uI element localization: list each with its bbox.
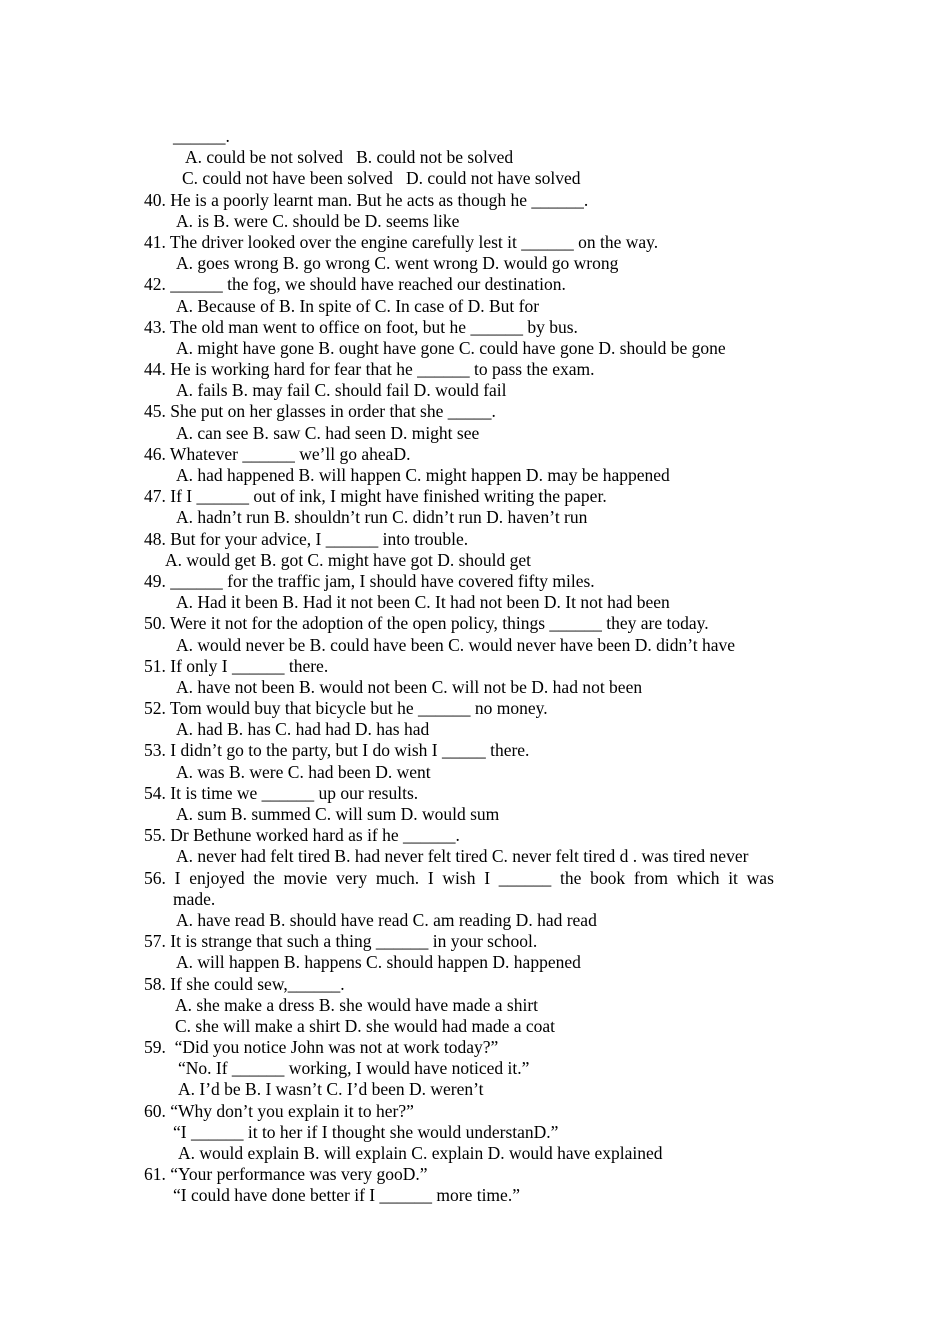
q54-options: A. sum B. summed C. will sum D. would sum <box>176 804 500 824</box>
question-51: 51. If only I ______ there. <box>144 655 329 676</box>
question-43: 43. The old man went to office on foot, but he ______ by bus. <box>144 316 578 337</box>
q56-options: A. have read B. should have read C. am reading D. had read <box>176 909 597 930</box>
question-61: 61. “Your performance was very gooD.” <box>144 1164 428 1185</box>
q60-reply: “I ______ it to her if I thought she would understanD.” <box>173 1121 559 1142</box>
q39-blank-continuation: ______. <box>173 126 230 146</box>
question-40: 40. He is a poorly learnt man. But he acts as though he ______. <box>144 189 589 210</box>
q40-options: A. is B. were C. should be D. seems like <box>176 210 460 231</box>
question-52: 52. Tom would buy that bicycle but he ______ no money. <box>144 698 548 719</box>
question-59: 59. “Did you notice John was not at work today?” <box>144 1037 499 1058</box>
question-46: 46. Whatever ______ we’ll go aheaD. <box>144 443 411 464</box>
question-60: 60. “Why don’t you explain it to her?” <box>144 1100 414 1121</box>
q45-options: A. can see B. saw C. had seen D. might see <box>176 422 480 443</box>
question-55: 55. Dr Bethune worked hard as if he ______. <box>144 825 460 846</box>
q58-options-ab: A. she make a dress B. she would have made a shirt <box>175 994 539 1015</box>
question-41: 41. The driver looked over the engine carefully lest it ______ on the way. <box>144 231 659 252</box>
question-47: 47. If I ______ out of ink, I might have finished writing the paper. <box>144 486 607 507</box>
q44-options: A. fails B. may fail C. should fail D. would fail <box>176 380 507 401</box>
q52-options: A. had B. has C. had had D. has had <box>176 719 430 740</box>
q59-options: A. I’d be B. I wasn’t C. I’d been D. weren’t <box>178 1079 484 1100</box>
question-48: 48. But for your advice, I ______ into trouble. <box>144 528 469 549</box>
q39-options-cd: C. could not have been solved D. could not have solved <box>182 168 581 189</box>
q49-options: A. Had it been B. Had it not been C. It had not been D. It not had been <box>176 592 670 613</box>
question-50: 50. Were it not for the adoption of the open policy, things ______ they are today. <box>144 613 709 634</box>
question-45: 45. She put on her glasses in order that she _____. <box>144 401 496 422</box>
question-49: 49. ______ for the traffic jam, I should have covered fifty miles. <box>144 570 595 591</box>
q47-options: A. hadn’t run B. shouldn’t run C. didn’t run D. haven’t run <box>176 507 588 528</box>
q55-options: A. never had felt tired B. had never felt tired C. never felt tired d . was tired never <box>176 846 749 867</box>
question-list <box>0 126 950 1207</box>
q51-options: A. have not been B. would not been C. will not be D. had not been <box>176 676 643 697</box>
question-57: 57. It is strange that such a thing ______ in your school. <box>144 931 538 952</box>
q41-options: A. goes wrong B. go wrong C. went wrong D. would go wrong <box>176 253 619 274</box>
q46-options: A. had happened B. will happen C. might happen D. may be happened <box>176 465 670 485</box>
q57-options: A. will happen B. happens C. should happen D. happened <box>176 952 581 973</box>
question-54: 54. It is time we ______ up our results. <box>144 782 419 803</box>
q53-options: A. was B. were C. had been D. went <box>176 761 431 782</box>
q61-reply: “I could have done better if I ______ more time.” <box>173 1185 520 1206</box>
q60-options: A. would explain B. will explain C. explain D. would have explained <box>178 1143 663 1163</box>
q56-continuation: made. <box>173 888 216 909</box>
q43-options: A. might have gone B. ought have gone C. could have gone D. should be gone <box>176 337 726 358</box>
q39-options-ab: A. could be not solved B. could not be solved <box>185 147 514 168</box>
question-58: 58. If she could sew,______. <box>144 973 345 994</box>
q58-options-cd: C. she will make a shirt D. she would had made a coat <box>175 1015 556 1036</box>
question-42: 42. ______ the fog, we should have reached our destination. <box>144 274 566 295</box>
q48-options: A. would get B. got C. might have got D. should get <box>165 549 532 570</box>
q42-options: A. Because of B. In spite of C. In case of D. But for <box>176 295 540 316</box>
q50-options: A. would never be B. could have been C. would never have been D. didn’t have <box>176 634 736 655</box>
question-56: 56. I enjoyed the movie very much. I wish I ______ the book from which it was <box>144 867 774 888</box>
question-44: 44. He is working hard for fear that he ______ to pass the exam. <box>144 359 595 380</box>
question-53: 53. I didn’t go to the party, but I do wish I _____ there. <box>144 740 530 761</box>
q59-reply: “No. If ______ working, I would have noticed it.” <box>178 1058 530 1079</box>
